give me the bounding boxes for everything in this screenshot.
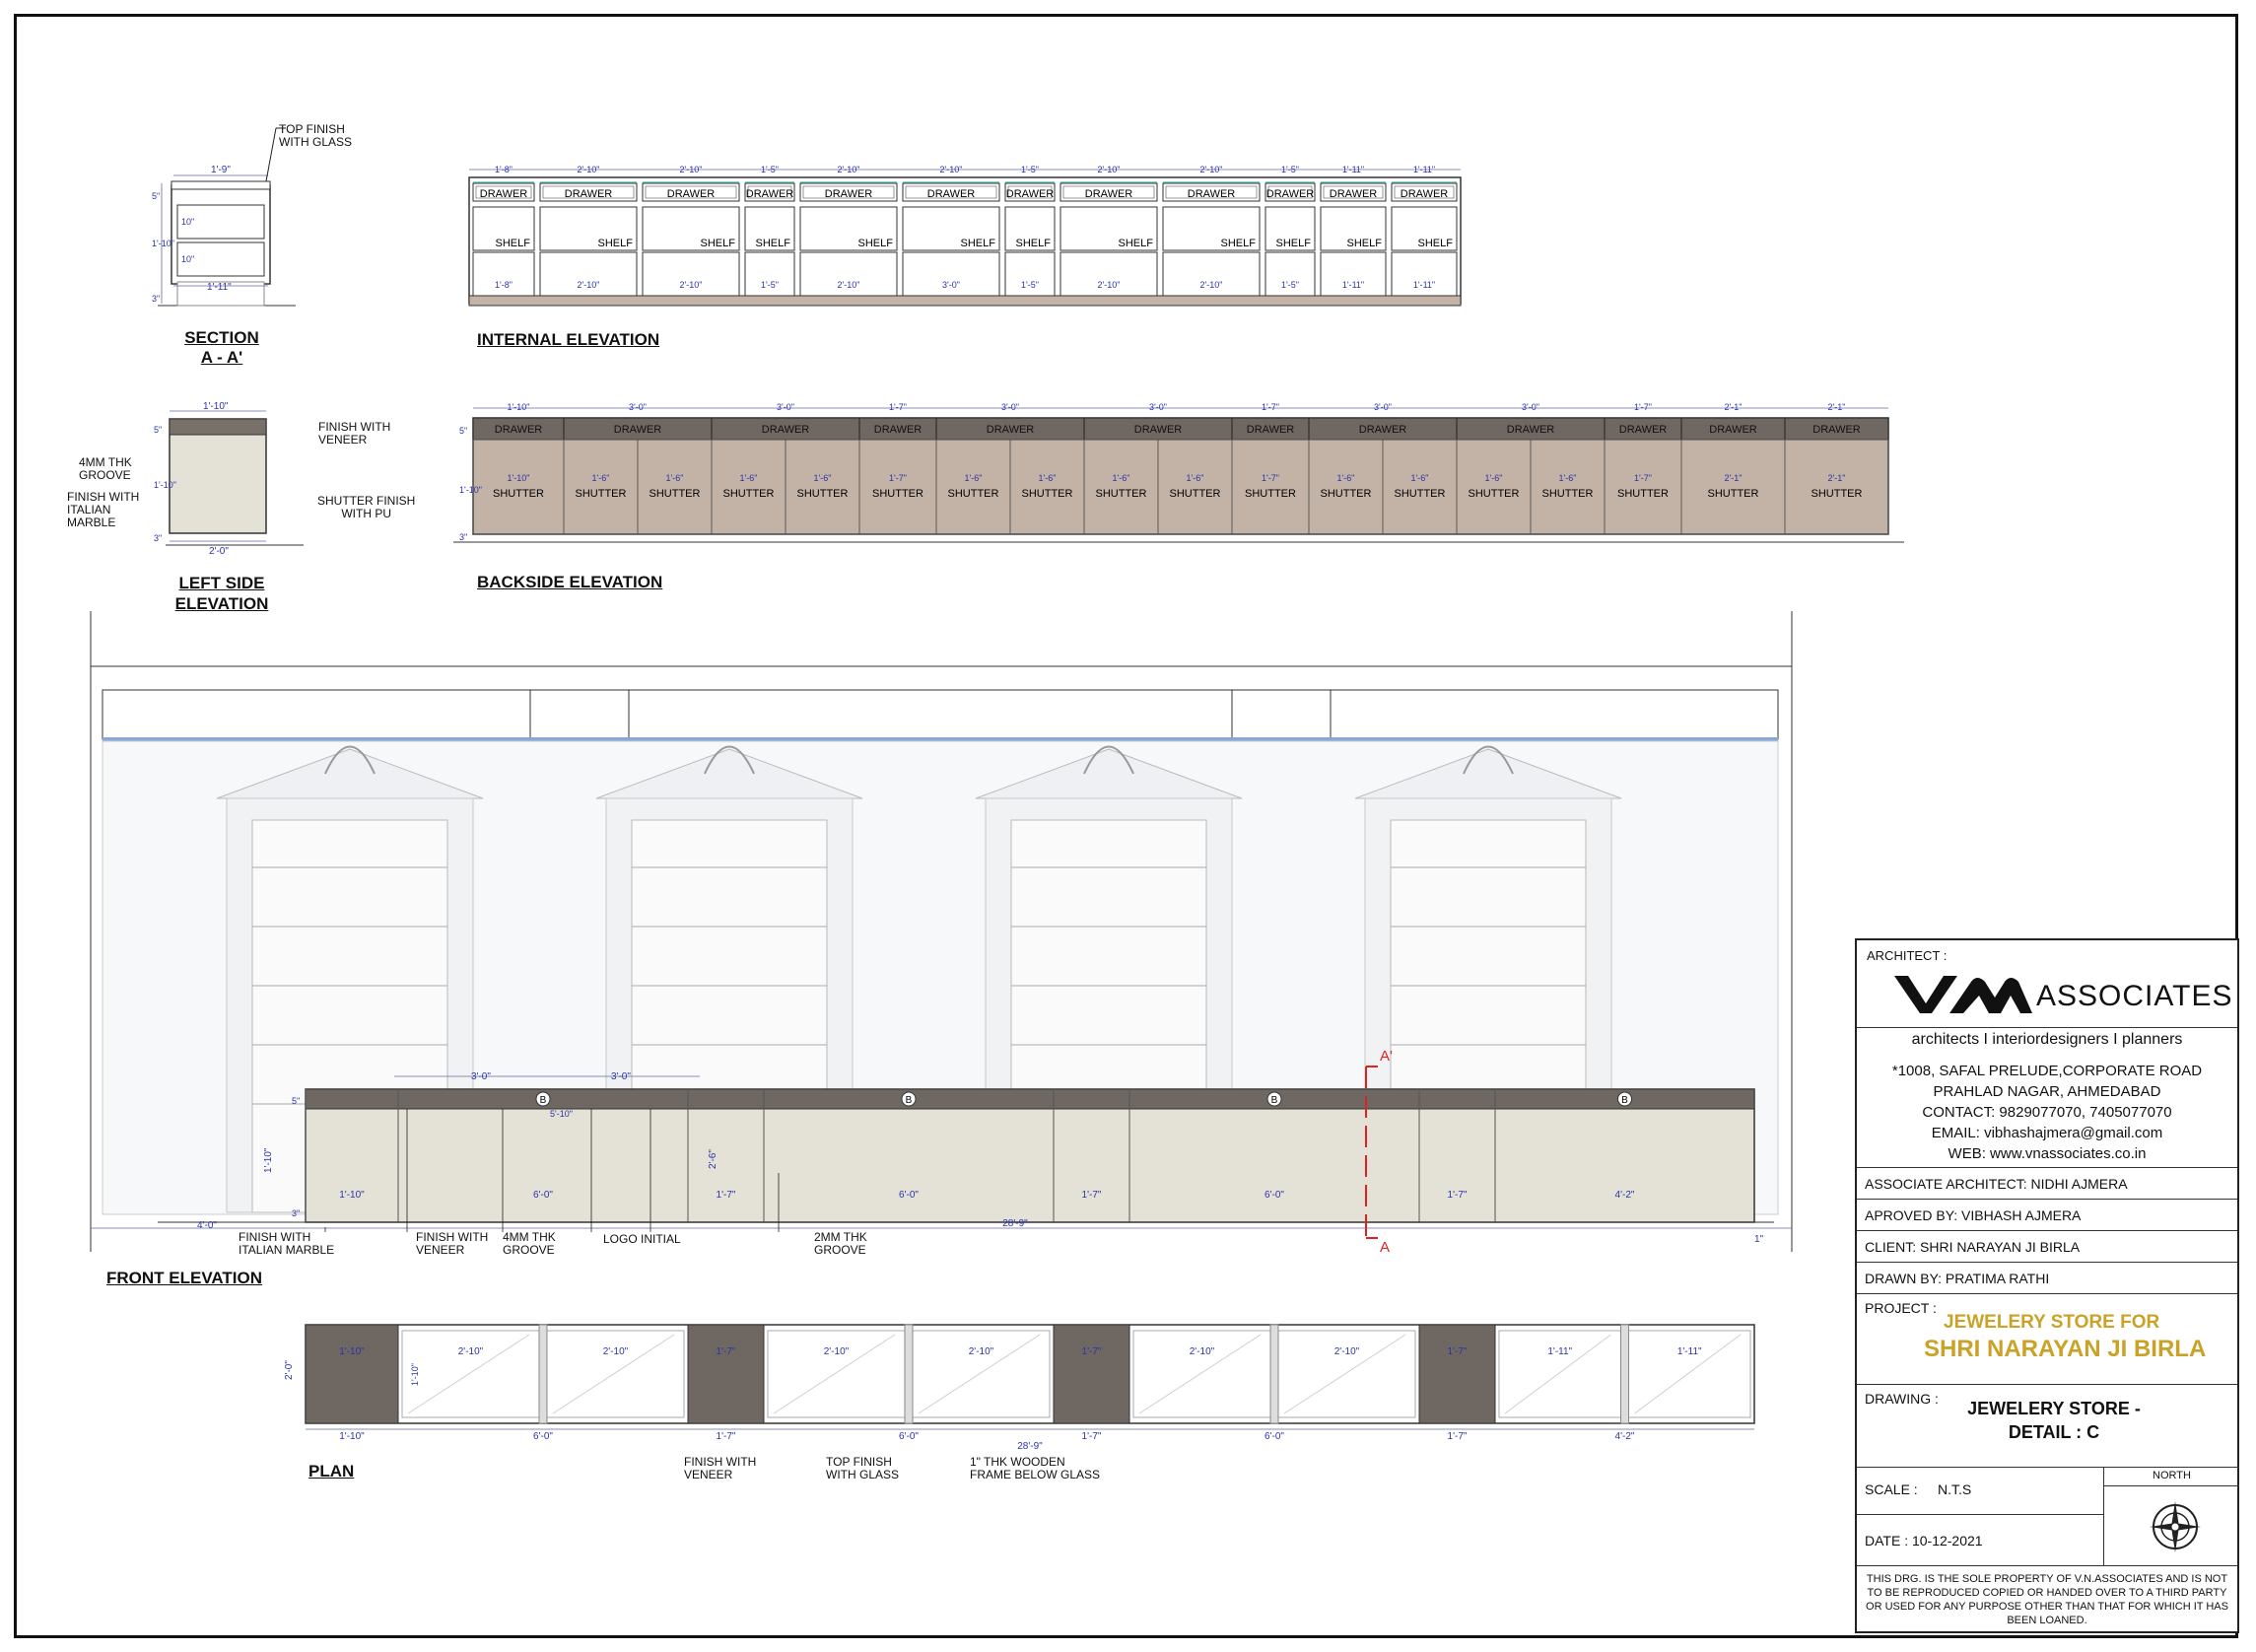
internal-top-dim: 2'-10"	[1199, 165, 1223, 174]
backside-drawer-label: DRAWER	[1709, 424, 1757, 436]
title-front-elevation: FRONT ELEVATION	[106, 1269, 263, 1287]
backside-shutter-dim: 1'-6"	[665, 473, 684, 483]
internal-bottom-dim: 2'-10"	[1199, 280, 1223, 290]
backside-shutter-dim: 2'-1"	[1827, 473, 1846, 483]
fe-top-dim-2: 3'-0"	[611, 1071, 631, 1082]
backside-shutter-dim: 1'-7"	[1634, 473, 1652, 483]
backside-shutter-dim: 1'-6"	[1558, 473, 1577, 483]
internal-drawer-label: DRAWER	[1329, 188, 1378, 200]
firm-name: ASSOCIATES	[2036, 980, 2233, 1012]
internal-drawer-label: DRAWER	[745, 188, 794, 200]
backside-shutter-dim: 2'-1"	[1724, 473, 1743, 483]
plan-bottom-dim: 6'-0"	[899, 1431, 919, 1442]
internal-drawer-label: DRAWER	[666, 188, 716, 200]
fe-top-dim-1: 3'-0"	[471, 1071, 491, 1082]
backside-top-dim: 3'-0"	[1001, 402, 1019, 412]
plan-mullion	[539, 1325, 547, 1423]
internal-drawer-label: DRAWER	[1084, 188, 1133, 200]
backside-shutter-label: SHUTTER	[1707, 488, 1759, 500]
backside-shutter-label: SHUTTER	[1095, 488, 1147, 500]
web-line: WEB: www.vnassociates.co.in	[1948, 1145, 2147, 1162]
backside-shutter-dim: 1'-6"	[1484, 473, 1503, 483]
fe-bottom-dim: 1'-10"	[339, 1190, 365, 1201]
plan-bottom-dim: 1'-7"	[1447, 1431, 1468, 1442]
backside-top-dim: 3'-0"	[629, 402, 647, 412]
fe-logo-dim: 5'-10"	[550, 1109, 573, 1119]
fe-height-dim: 1'-10"	[263, 1147, 274, 1173]
internal-shelf-label: SHELF	[1275, 238, 1311, 249]
label-fe-logo-initial: LOGO INITIAL	[603, 1232, 681, 1246]
internal-shelf-label: SHELF	[1417, 238, 1453, 249]
backside-top-dim: 3'-0"	[1522, 402, 1539, 412]
contact-line: CONTACT: 9829077070, 7405077070	[1922, 1104, 2172, 1121]
plan-depth-dim: 2'-0"	[284, 1360, 295, 1380]
backside-shutter-dim: 1'-10"	[507, 473, 530, 483]
backside-shutter-dim: 1'-7"	[889, 473, 907, 483]
plan-inner-dim: 2'-10"	[823, 1346, 850, 1357]
internal-shelf-label: SHELF	[1118, 238, 1153, 249]
plan-inner-depth-dim: 1'-10"	[410, 1363, 420, 1386]
label-finish-veneer-side: FINISH WITH VENEER	[318, 420, 391, 447]
internal-top-dim: 2'-10"	[679, 165, 703, 174]
backside-shutter-label: SHUTTER	[1811, 488, 1863, 500]
firm-tagline: architects I interiordesigners I planners	[1857, 1027, 2237, 1049]
email-line: EMAIL: vibhashajmera@gmail.com	[1931, 1125, 2163, 1141]
fe-bottom-dim: 1'-7"	[1447, 1190, 1468, 1201]
plan-bottom-dim: 6'-0"	[1265, 1431, 1284, 1442]
plan-bottom-dim: 1'-10"	[339, 1431, 365, 1442]
fe-glass-dim: 2'-6"	[708, 1149, 718, 1169]
plan-inner-dim: 1'-7"	[716, 1346, 736, 1357]
client-name: CLIENT: SHRI NARAYAN JI BIRLA	[1865, 1239, 2081, 1255]
plan-solid-block	[1419, 1325, 1495, 1423]
backside-shutter-dim: 1'-6"	[739, 473, 758, 483]
backside-shutter-label: SHUTTER	[1320, 488, 1372, 500]
backside-shutter-label: SHUTTER	[1541, 488, 1594, 500]
section-bottom-dim: 1'-11"	[207, 282, 232, 293]
north-label: NORTH	[2153, 1470, 2191, 1481]
plan-inner-dim: 1'-7"	[1081, 1346, 1102, 1357]
section-marker-a-prime: A'	[1380, 1048, 1393, 1065]
left-side-elevation-drawing	[138, 399, 335, 557]
fe-bottom-dim: 6'-0"	[1265, 1190, 1284, 1201]
drawing-line-2: DETAIL : C	[2008, 1422, 2100, 1442]
plan-inner-dim: 2'-10"	[1333, 1346, 1360, 1357]
backside-drawer-label: DRAWER	[1246, 424, 1295, 436]
plan-inner-dim: 2'-10"	[602, 1346, 629, 1357]
internal-top-dim: 1'-5"	[761, 165, 779, 174]
backside-shutter-label: SHUTTER	[872, 488, 923, 500]
internal-top-dim: 2'-10"	[837, 165, 860, 174]
north-cell	[2103, 1467, 2239, 1565]
scale-value: N.T.S	[1938, 1481, 1972, 1497]
backside-top-dim: 3'-0"	[777, 402, 794, 412]
drawn-by: DRAWN BY: PRATIMA RATHI	[1865, 1271, 2050, 1286]
internal-drawer-label: DRAWER	[926, 188, 976, 200]
label-plan-finish-veneer: FINISH WITH VENEER	[684, 1455, 757, 1481]
internal-top-dim: 2'-10"	[1097, 165, 1121, 174]
label-fe-finish-marble: FINISH WITH ITALIAN MARBLE	[239, 1230, 335, 1257]
backside-drawer-label: DRAWER	[1506, 424, 1555, 436]
address-line-2: PRAHLAD NAGAR, AHMEDABAD	[1933, 1083, 2161, 1100]
backside-drawer-label: DRAWER	[1358, 424, 1407, 436]
plan-solid-block	[1054, 1325, 1129, 1423]
backside-shutter-dim: 1'-6"	[1410, 473, 1429, 483]
svg-text:10": 10"	[181, 217, 195, 227]
label-plan-top-finish-glass: TOP FINISH WITH GLASS	[826, 1455, 900, 1481]
svg-text:5": 5"	[152, 191, 161, 201]
internal-top-dim: 1'-5"	[1021, 165, 1039, 174]
plan-inner-dim: 1'-11"	[1676, 1346, 1702, 1357]
backside-shutter-label: SHUTTER	[493, 488, 544, 500]
internal-drawer-label: DRAWER	[1400, 188, 1449, 200]
title-section-sub: A - A'	[200, 348, 243, 367]
label-fe-groove-4mm: 4MM THK GROOVE	[503, 1230, 556, 1257]
title-left-side-2: ELEVATION	[174, 594, 269, 613]
counter-top-band	[306, 1089, 1754, 1109]
backside-drawer-label: DRAWER	[761, 424, 810, 436]
internal-bottom-dim: 2'-10"	[837, 280, 860, 290]
logo-mark: B	[539, 1095, 547, 1106]
plan-solid-block	[688, 1325, 764, 1423]
svg-text:5": 5"	[154, 425, 163, 435]
north-arrow-icon	[2146, 1497, 2205, 1556]
internal-top-dim: 1'-5"	[1281, 165, 1299, 174]
svg-text:3": 3"	[154, 533, 163, 543]
title-block	[1855, 938, 2239, 1633]
internal-bottom-dim: 1'-11"	[1412, 280, 1436, 290]
section-top-dim: 1'-9"	[211, 165, 231, 175]
svg-text:1'-10": 1'-10"	[154, 480, 176, 490]
internal-drawer-label: DRAWER	[564, 188, 613, 200]
title-plan: PLAN	[308, 1462, 355, 1480]
plan-mullion	[1621, 1325, 1629, 1423]
backside-vdim: 1'-10"	[459, 485, 482, 495]
drawing-label: DRAWING :	[1865, 1391, 1939, 1407]
title-backside-elevation: BACKSIDE ELEVATION	[477, 573, 663, 591]
backside-shutter-label: SHUTTER	[1169, 488, 1221, 500]
internal-bottom-dim: 2'-10"	[679, 280, 703, 290]
internal-drawer-label: DRAWER	[1187, 188, 1236, 200]
section-aa-drawing	[148, 118, 315, 335]
internal-shelf-label: SHELF	[857, 238, 893, 249]
logo-mark: B	[1621, 1095, 1628, 1106]
internal-shelf-label: SHELF	[960, 238, 995, 249]
internal-bottom-dim: 1'-11"	[1341, 280, 1365, 290]
approved-by: APROVED BY: VIBHASH AJMERA	[1865, 1207, 2082, 1223]
backside-drawer-label: DRAWER	[873, 424, 923, 436]
fe-bottom-dim: 1'-7"	[716, 1190, 736, 1201]
plan-bottom-dim: 4'-2"	[1614, 1431, 1635, 1442]
plan-inner-dim: 2'-10"	[968, 1346, 994, 1357]
internal-bottom-dim: 1'-8"	[495, 280, 513, 290]
beam-block-1	[530, 690, 629, 739]
fe-bottom-dim: 6'-0"	[899, 1190, 919, 1201]
plan-solid-block	[306, 1325, 398, 1423]
plan-bottom-dim: 1'-7"	[1081, 1431, 1102, 1442]
architect-label: ARCHITECT :	[1867, 948, 1948, 963]
internal-bottom-dim: 1'-5"	[1021, 280, 1039, 290]
backside-shutter-label: SHUTTER	[575, 488, 627, 500]
project-line-1: JEWELERY STORE FOR	[1944, 1312, 2160, 1333]
backside-top-dim: 1'-7"	[1262, 402, 1279, 412]
address-line-1: *1008, SAFAL PRELUDE,CORPORATE ROAD	[1891, 1063, 2203, 1079]
plan-overall-dim: 28'-9"	[1017, 1441, 1043, 1449]
left-side-bottom-dim: 2'-0"	[209, 546, 229, 557]
beam-trim	[103, 737, 1778, 741]
internal-bottom-dim: 2'-10"	[577, 280, 600, 290]
internal-shelf-label: SHELF	[597, 238, 633, 249]
title-internal-elevation: INTERNAL ELEVATION	[477, 330, 660, 349]
plan-inner-dim: 1'-7"	[1447, 1346, 1468, 1357]
backside-shutter-dim: 1'-6"	[813, 473, 832, 483]
fe-bottom-dim: 1'-7"	[1081, 1190, 1102, 1201]
label-groove-4mm-side: 4MM THK GROOVE	[79, 455, 132, 482]
fe-bottom-dim: 4'-2"	[1614, 1190, 1635, 1201]
plan-mullion	[905, 1325, 913, 1423]
backside-top-dim: 3'-0"	[1149, 402, 1167, 412]
plan-bottom-dim: 1'-7"	[716, 1431, 736, 1442]
backside-shutter-label: SHUTTER	[1468, 488, 1520, 500]
label-fe-finish-veneer: FINISH WITH VENEER	[416, 1230, 489, 1257]
associate-architect: ASSOCIATE ARCHITECT: NIDHI AJMERA	[1865, 1176, 2128, 1192]
backside-shutter-label: SHUTTER	[796, 488, 849, 500]
backside-shutter-label: SHUTTER	[1245, 488, 1296, 500]
backside-top-dim: 1'-10"	[507, 402, 530, 412]
backside-drawer-label: DRAWER	[986, 424, 1035, 436]
backside-top-dim: 3'-0"	[1374, 402, 1392, 412]
vn-logo-icon	[1894, 970, 2032, 1019]
internal-base	[469, 296, 1461, 306]
project-label: PROJECT :	[1865, 1300, 1937, 1316]
plan-inner-dim: 2'-10"	[457, 1346, 484, 1357]
plan-bottom-dim: 6'-0"	[533, 1431, 553, 1442]
internal-drawer-label: DRAWER	[824, 188, 873, 200]
internal-shelf-label: SHELF	[1220, 238, 1256, 249]
backside-shutter-label: SHUTTER	[1617, 488, 1669, 500]
label-top-finish-glass: TOP FINISH WITH GLASS	[279, 122, 353, 149]
beam-block-2	[1232, 690, 1331, 739]
backside-drawer-label: DRAWER	[494, 424, 543, 436]
drawing-date: DATE : 10-12-2021	[1865, 1533, 1983, 1549]
backside-top-dim: 2'-1"	[1724, 402, 1743, 412]
internal-shelf-label: SHELF	[495, 238, 530, 249]
internal-bottom-dim: 2'-10"	[1097, 280, 1121, 290]
internal-bottom-dim: 1'-5"	[1281, 280, 1299, 290]
label-shutter-pu: SHUTTER FINISH WITH PU	[317, 494, 416, 520]
label-plan-wooden-frame: 1" THK WOODEN FRAME BELOW GLASS	[970, 1455, 1101, 1481]
internal-top-dim: 1'-11"	[1341, 165, 1365, 174]
backside-elevation-drawing	[444, 394, 1942, 552]
internal-top-dim: 1'-11"	[1412, 165, 1436, 174]
fe-overall-dim: 28'-9"	[1002, 1218, 1028, 1229]
internal-top-dim: 1'-8"	[495, 165, 513, 174]
internal-shelf-label: SHELF	[1015, 238, 1051, 249]
internal-elevation-drawing	[463, 158, 1942, 315]
left-side-top-dim: 1'-10"	[203, 401, 229, 412]
plan-drawing	[276, 1301, 1774, 1449]
backside-shutter-label: SHUTTER	[947, 488, 999, 500]
backside-shutter-dim: 1'-6"	[591, 473, 610, 483]
logo-mark: B	[905, 1095, 913, 1106]
backside-shutter-dim: 1'-6"	[1336, 473, 1355, 483]
backside-drawer-label: DRAWER	[613, 424, 662, 436]
backside-shutter-label: SHUTTER	[1394, 488, 1446, 500]
backside-drawer-label: DRAWER	[1618, 424, 1668, 436]
backside-shutter-label: SHUTTER	[722, 488, 775, 500]
svg-text:1'-10": 1'-10"	[152, 239, 174, 248]
internal-bottom-dim: 3'-0"	[942, 280, 960, 290]
backside-shutter-dim: 1'-6"	[1186, 473, 1204, 483]
svg-text:3": 3"	[152, 294, 161, 304]
internal-bottom-dim: 1'-5"	[761, 280, 779, 290]
backside-top-dim: 1'-7"	[889, 402, 907, 412]
label-finish-marble-side: FINISH WITH ITALIAN MARBLE	[67, 490, 140, 529]
disclaimer: THIS DRG. IS THE SOLE PROPERTY OF V.N.ASSOCIATES AND IS NOT TO BE REPRODUCED COPIED OR HANDED OVER TO A THIRD PARTY OR USED FOR ANY PURPOSE OTHER THAN THAT FOR WHICH IT HAS BEEN LOANED.	[1866, 1573, 2228, 1626]
internal-drawer-label: DRAWER	[479, 188, 528, 200]
backside-shutter-dim: 1'-6"	[1112, 473, 1130, 483]
backside-shutter-label: SHUTTER	[1021, 488, 1073, 500]
plan-inner-dim: 2'-10"	[1189, 1346, 1215, 1357]
beam	[103, 690, 1778, 739]
scale-label: SCALE :	[1865, 1481, 1918, 1497]
backside-drawer-label: DRAWER	[1812, 424, 1861, 436]
backside-top-dim: 2'-1"	[1827, 402, 1846, 412]
drawing-line-1: JEWELERY STORE -	[1967, 1399, 2141, 1418]
project-line-2: SHRI NARAYAN JI BIRLA	[1924, 1336, 2207, 1362]
fe-bottom-dim: 6'-0"	[533, 1190, 553, 1201]
backside-vdim: 5"	[459, 426, 468, 436]
logo-mark: B	[1270, 1095, 1278, 1106]
backside-drawer-label: DRAWER	[1133, 424, 1183, 436]
fe-right-offset: 1"	[1754, 1234, 1764, 1245]
title-section: SECTION	[184, 328, 259, 347]
backside-top-dim: 1'-7"	[1634, 402, 1652, 412]
backside-shutter-dim: 1'-6"	[964, 473, 983, 483]
backside-shutter-dim: 1'-7"	[1262, 473, 1279, 483]
internal-top-dim: 2'-10"	[577, 165, 600, 174]
svg-text:10": 10"	[181, 254, 195, 264]
internal-drawer-label: DRAWER	[1005, 188, 1055, 200]
fe-left-offset: 4'-0"	[197, 1220, 217, 1231]
front-elevation-drawing	[79, 611, 1813, 1252]
internal-shelf-label: SHELF	[755, 238, 790, 249]
fe-base-dim: 3"	[292, 1208, 301, 1218]
internal-shelf-label: SHELF	[700, 238, 735, 249]
backside-shutter-label: SHUTTER	[649, 488, 701, 500]
backside-vdim: 3"	[459, 532, 468, 542]
plan-mullion	[1270, 1325, 1278, 1423]
internal-drawer-label: DRAWER	[1265, 188, 1315, 200]
plan-inner-dim: 1'-10"	[339, 1346, 365, 1357]
label-fe-groove-2mm: 2MM THK GROOVE	[814, 1230, 867, 1257]
plan-inner-dim: 1'-11"	[1547, 1346, 1573, 1357]
fe-top-dim: 5"	[292, 1096, 301, 1106]
backside-shutter-dim: 1'-6"	[1038, 473, 1057, 483]
internal-top-dim: 2'-10"	[939, 165, 963, 174]
internal-shelf-label: SHELF	[1346, 238, 1382, 249]
section-marker-a: A	[1380, 1239, 1391, 1252]
title-left-side-1: LEFT SIDE	[178, 574, 265, 592]
